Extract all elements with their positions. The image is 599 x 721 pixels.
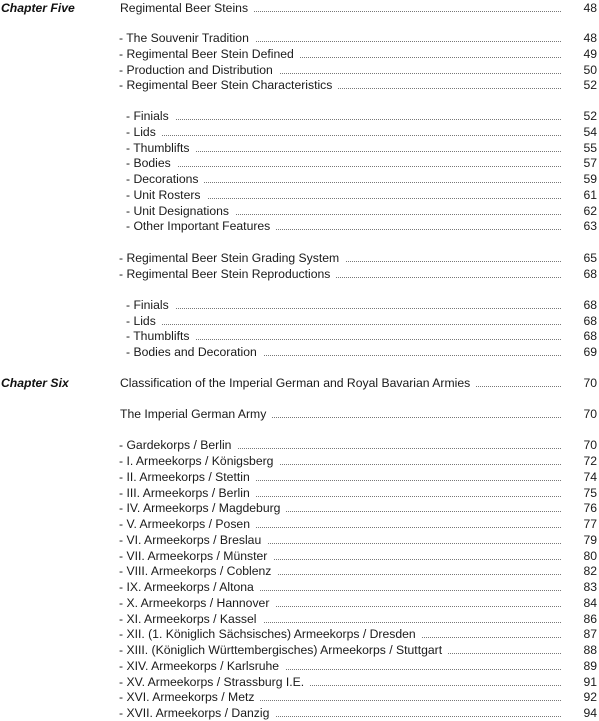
entry-title: - Gardekorps / Berlin: [119, 437, 237, 453]
dot-leader: [126, 108, 561, 124]
page-number: 61: [583, 188, 597, 202]
entry-title: - II. Armeekorps / Stettin: [119, 469, 256, 485]
entry-title: - Lids: [126, 124, 162, 140]
entry-title: - III. Armeekorps / Berlin: [119, 485, 256, 501]
page-number: 83: [583, 580, 597, 594]
toc-row: [0, 313, 599, 329]
page-number: 65: [583, 251, 597, 265]
page-number: 91: [583, 675, 597, 689]
page-number: 57: [583, 156, 597, 170]
dot-leader: [126, 313, 561, 329]
toc-row: [0, 500, 599, 516]
toc-row: [0, 0, 599, 16]
toc-row: [0, 406, 599, 422]
entry-title: - XVII. Armeekorps / Danzig: [119, 705, 275, 721]
chapter-label: Chapter Five: [1, 1, 75, 15]
page-number: 54: [583, 125, 597, 139]
entry-title: - Finials: [126, 297, 175, 313]
page-number: 52: [583, 109, 597, 123]
entry-title: Classification of the Imperial German and Royal Bavarian Armies: [120, 375, 476, 391]
entry-title: - VII. Armeekorps / Münster: [119, 548, 273, 564]
page-number: 70: [583, 438, 597, 452]
entry-title: - Thumblifts: [126, 140, 195, 156]
page-number: 59: [583, 172, 597, 186]
entry-title: - Unit Rosters: [126, 187, 207, 203]
toc-row: [0, 548, 599, 564]
page-number: 48: [583, 31, 597, 45]
entry-title: - XI. Armeekorps / Kassel: [119, 611, 263, 627]
toc-row: [0, 187, 599, 203]
entry-title: - XVI. Armeekorps / Metz: [119, 689, 260, 705]
page-number: 50: [583, 63, 597, 77]
toc-row: [0, 344, 599, 360]
entry-title: - Regimental Beer Stein Reproductions: [119, 266, 336, 282]
page-number: 75: [583, 486, 597, 500]
page-number: 72: [583, 454, 597, 468]
toc-row: [0, 297, 599, 313]
entry-title: - XIV. Armeekorps / Karlsruhe: [119, 658, 285, 674]
toc-row: [0, 203, 599, 219]
toc-row: [0, 485, 599, 501]
entry-title: - VIII. Armeekorps / Coblenz: [119, 563, 277, 579]
page-number: 68: [583, 329, 597, 343]
toc-row: [0, 579, 599, 595]
entry-title: - Decorations: [126, 171, 204, 187]
toc-row: [0, 328, 599, 344]
entry-title: - Regimental Beer Stein Characteristics: [119, 77, 338, 93]
entry-title: - Regimental Beer Stein Grading System: [119, 250, 345, 266]
entry-title: - Other Important Features: [126, 218, 276, 234]
toc-row: [0, 124, 599, 140]
entry-title: - XV. Armeekorps / Strassburg I.E.: [119, 674, 310, 690]
page-number: 89: [583, 659, 597, 673]
toc-row: [0, 155, 599, 171]
toc-row: [0, 108, 599, 124]
entry-title: - V. Armeekorps / Posen: [119, 516, 256, 532]
toc-row: [0, 705, 599, 721]
entry-title: Regimental Beer Steins: [120, 0, 254, 16]
toc-row: [0, 563, 599, 579]
toc-row: [0, 532, 599, 548]
toc-row: [0, 437, 599, 453]
page-number: 55: [583, 141, 597, 155]
toc-row: [0, 689, 599, 705]
toc-row: [0, 266, 599, 282]
entry-title: - XIII. (Königlich Württembergisches) Armeekorps / Stuttgart: [119, 642, 448, 658]
toc-row: [0, 611, 599, 627]
page-number: 70: [583, 376, 597, 390]
toc-row: [0, 626, 599, 642]
toc-row: [0, 77, 599, 93]
entry-title: - Bodies and Decoration: [126, 344, 263, 360]
dot-leader: [126, 297, 561, 313]
toc-row: [0, 595, 599, 611]
page-number: 68: [583, 314, 597, 328]
entry-title: - Unit Designations: [126, 203, 235, 219]
entry-title: - IV. Armeekorps / Magdeburg: [119, 500, 286, 516]
entry-title: - VI. Armeekorps / Breslau: [119, 532, 267, 548]
entry-title: - Finials: [126, 108, 175, 124]
toc-row: [0, 62, 599, 78]
toc-row: [0, 642, 599, 658]
page-number: 86: [583, 612, 597, 626]
page-number: 68: [583, 298, 597, 312]
page-number: 84: [583, 596, 597, 610]
page-number: 52: [583, 78, 597, 92]
toc-row: [0, 375, 599, 391]
entry-title: - Regimental Beer Stein Defined: [119, 46, 300, 62]
page-number: 62: [583, 204, 597, 218]
page-number: 63: [583, 219, 597, 233]
page-number: 76: [583, 501, 597, 515]
page-number: 80: [583, 549, 597, 563]
dot-leader: [126, 124, 561, 140]
page-number: 92: [583, 690, 597, 704]
entry-title: - I. Armeekorps / Königsberg: [119, 453, 279, 469]
toc-row: [0, 453, 599, 469]
toc-row: [0, 140, 599, 156]
toc-row: [0, 218, 599, 234]
entry-title: - Bodies: [126, 155, 177, 171]
entry-title: - IX. Armeekorps / Altona: [119, 579, 260, 595]
entry-title: - Lids: [126, 313, 162, 329]
entry-title: - The Souvenir Tradition: [119, 30, 255, 46]
page-number: 68: [583, 267, 597, 281]
toc-row: [0, 469, 599, 485]
toc-row: [0, 30, 599, 46]
page-number: 70: [583, 407, 597, 421]
page-number: 82: [583, 564, 597, 578]
dot-leader: [126, 155, 561, 171]
entry-title: - Thumblifts: [126, 328, 195, 344]
page-number: 94: [583, 706, 597, 720]
page-number: 48: [583, 1, 597, 15]
page-number: 79: [583, 533, 597, 547]
page-number: 49: [583, 47, 597, 61]
toc-row: [0, 658, 599, 674]
page-number: 88: [583, 643, 597, 657]
entry-title: - X. Armeekorps / Hannover: [119, 595, 275, 611]
toc-row: [0, 250, 599, 266]
page-number: 77: [583, 517, 597, 531]
entry-title: The Imperial German Army: [120, 406, 272, 422]
chapter-label: Chapter Six: [1, 376, 69, 390]
entry-title: - XII. (1. Königlich Sächsisches) Armeekorps / Dresden: [119, 626, 422, 642]
page-number: 74: [583, 470, 597, 484]
toc-row: [0, 516, 599, 532]
page-number: 87: [583, 627, 597, 641]
page-number: 69: [583, 345, 597, 359]
entry-title: - Production and Distribution: [119, 62, 279, 78]
toc-row: [0, 674, 599, 690]
toc-row: [0, 46, 599, 62]
toc-row: [0, 171, 599, 187]
